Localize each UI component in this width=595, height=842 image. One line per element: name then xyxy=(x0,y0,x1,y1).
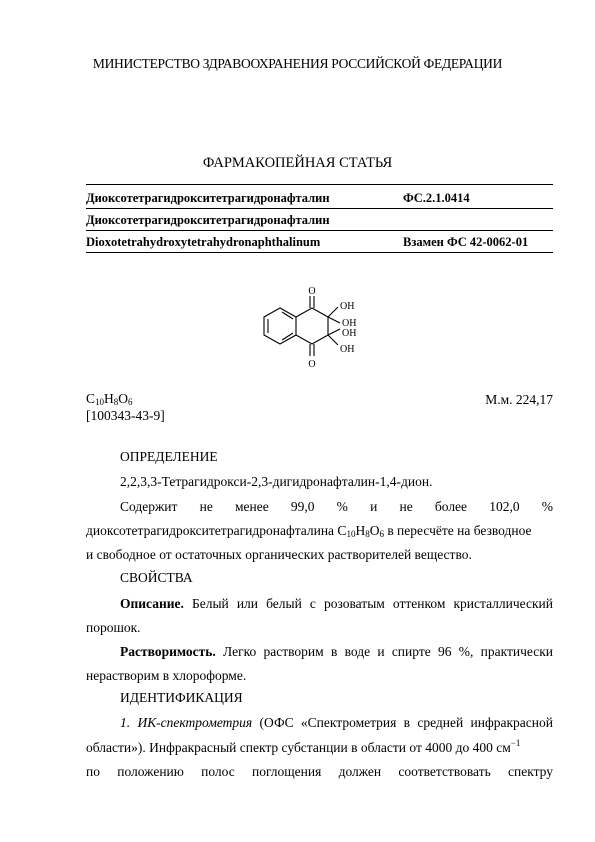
article-code: ФС.2.1.0414 xyxy=(403,191,470,205)
description-label: Описание. xyxy=(120,596,184,611)
cas-number: [100343-43-9] xyxy=(86,408,165,423)
content-line-1: Содержит не менее 99,0 % и не более 102,0 % xyxy=(120,499,553,514)
atom-oh-4: OH xyxy=(340,344,355,355)
top-rule xyxy=(86,184,553,185)
molecular-mass: М.м. 224,17 xyxy=(485,392,553,407)
definition-text: 2,2,3,3-Тетрагидрокси-2,3-дигидронафталин-1,4-дион. xyxy=(120,474,433,489)
row-rule-1 xyxy=(86,208,553,209)
article-row-2 xyxy=(86,213,553,229)
description-line-2: порошок. xyxy=(86,620,141,635)
structural-formula xyxy=(260,284,380,379)
article-name-lat: Dioxotetrahydroxytetrahydronaphthalinum xyxy=(86,235,321,249)
solubility-label: Растворимость. xyxy=(120,644,216,659)
atom-oh-1: OH xyxy=(340,301,355,312)
ir-line-2: области»). Инфракрасный спектр субстанции в области от 4000 до 400 $см^{-1}$ xyxy=(86,738,521,755)
atom-oh-3: OH xyxy=(342,328,357,339)
atom-o-bottom: O xyxy=(308,359,316,370)
article-name-ru: Диоксотетрагидрокситетрагидронафталин xyxy=(86,191,330,205)
molecular-formula: $C_{10}H_8O_6$ xyxy=(86,391,133,407)
article-row-1 xyxy=(86,191,553,207)
ir-line-1: 1. ИК-спектрометрия (ОФС «Спектрометрия в средней инфракрасной xyxy=(120,715,553,730)
article-name-ru-2: Диоксотетрагидрокситетрагидронафталин xyxy=(86,213,330,227)
atom-o-top: O xyxy=(308,286,316,297)
atom-oh-2: OH xyxy=(342,318,357,329)
description-line-1: Описание. Белый или белый с розоватым оттенком кристаллический xyxy=(120,596,553,611)
identification-heading: ИДЕНТИФИКАЦИЯ xyxy=(120,690,243,705)
ir-line-3: по положению полос поглощения должен соответствовать спектру xyxy=(86,764,553,779)
properties-heading: СВОЙСТВА xyxy=(120,570,193,585)
row-rule-2 xyxy=(86,230,553,231)
content-line-2: диоксотетрагидрокситетрагидронафталина $C_{10}H_8O_6$ в пересчёте на безводное xyxy=(86,523,532,539)
solubility-line-2: нерастворим в хлороформе. xyxy=(86,668,247,683)
ministry-header: МИНИСТЕРСТВО ЗДРАВООХРАНЕНИЯ РОССИЙСКОЙ ФЕДЕРАЦИИ xyxy=(92,56,503,71)
article-row-3 xyxy=(86,235,553,251)
content-line-3: и свободное от остаточных органических растворителей вещество. xyxy=(86,547,472,562)
ir-label: 1. ИК-спектрометрия xyxy=(120,715,253,730)
solubility-line-1: Растворимость. Легко растворим в воде и спирте 96 %, практически xyxy=(120,644,553,659)
article-replaces: Взамен ФС 42-0062-01 xyxy=(403,235,529,249)
document-title: ФАРМАКОПЕЙНАЯ СТАТЬЯ xyxy=(202,155,393,171)
definition-heading: ОПРЕДЕЛЕНИЕ xyxy=(120,449,218,464)
bottom-rule xyxy=(86,252,553,253)
